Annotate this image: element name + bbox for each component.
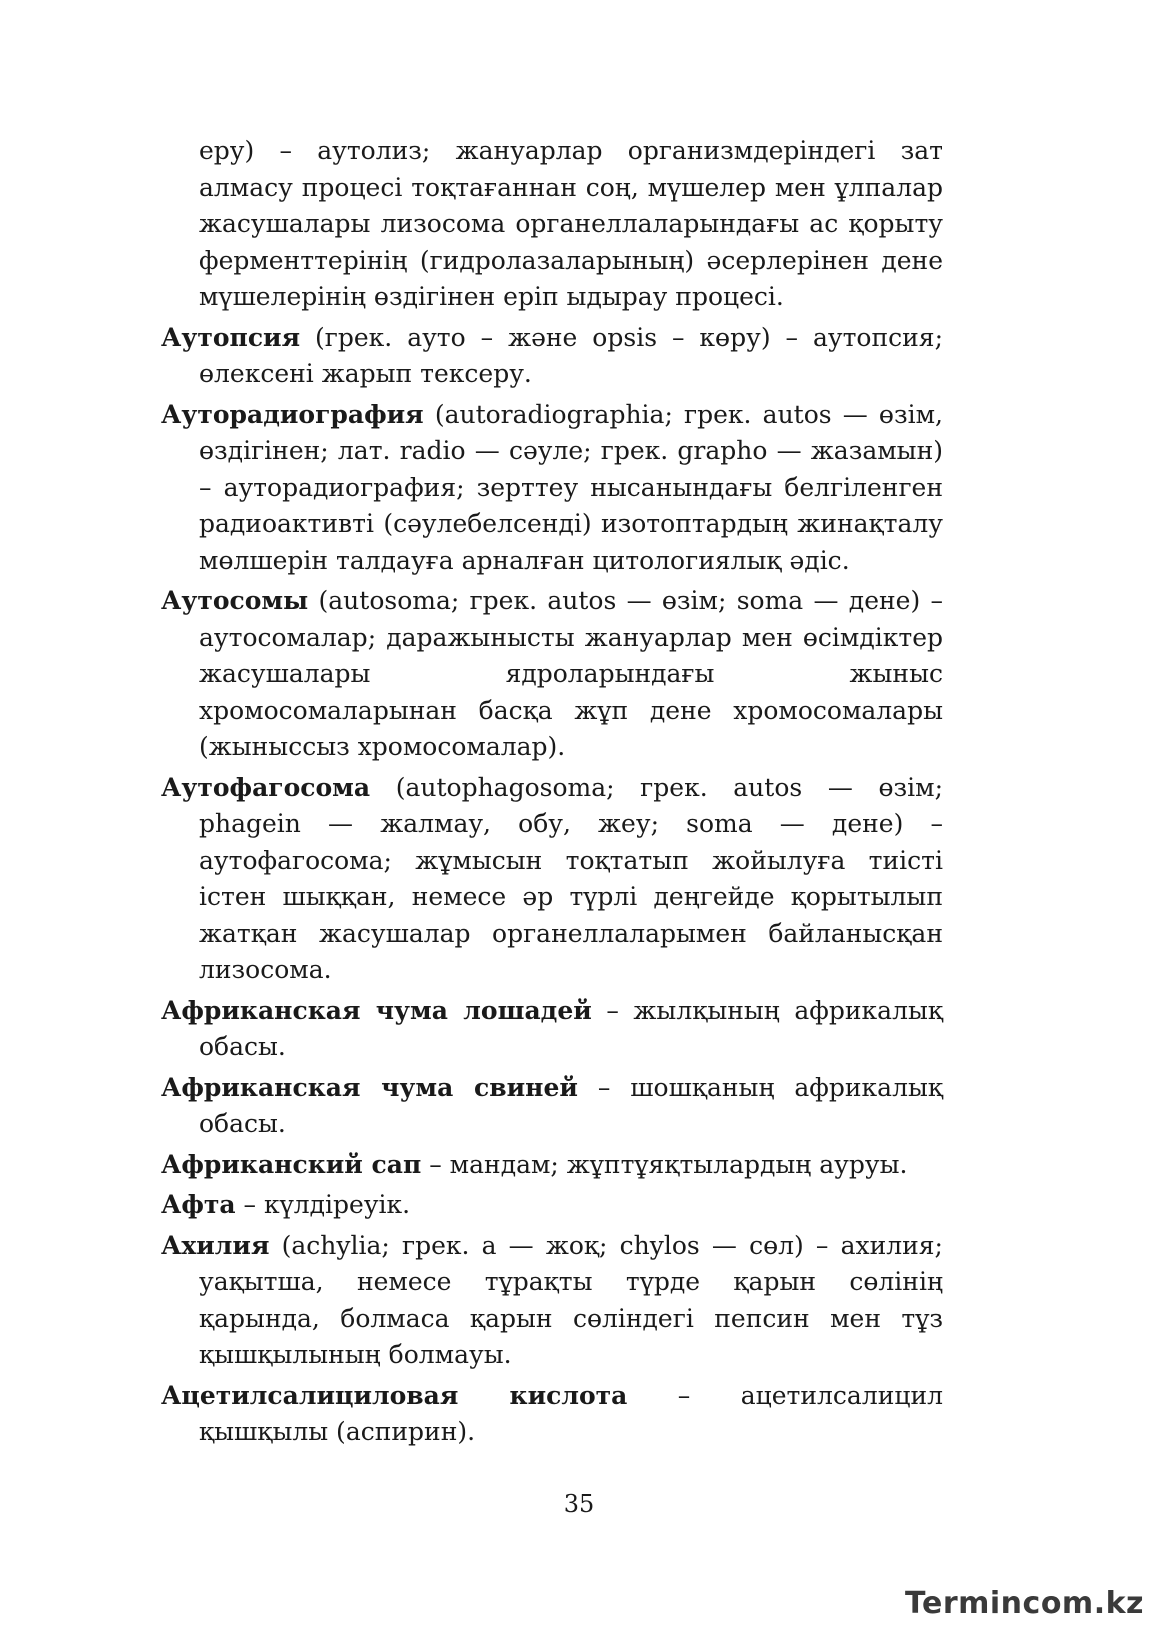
entry-term: Африканская чума свиней <box>161 1072 578 1102</box>
dictionary-entry <box>161 1378 943 1451</box>
entry-text: – жылқының африкалық обасы. <box>199 995 943 1061</box>
entry-term: Афта <box>161 1190 236 1219</box>
entry-text: – шошқаның африкалық обасы. <box>199 1072 943 1138</box>
entry-text: (autophagosoma; грек. autos — өзім; phagein — жалмау, обу, жеу; soma — дене) – аутофагосома; жұмысын тоқтатып жойылуға тиісті істен шыққан, немесе әр түрлі деңгейде қорытылып жатқан жасушалар органеллаларымен байланысқан лизосома. <box>199 772 943 984</box>
entry-term: Ауторадиография <box>161 399 424 429</box>
dictionary-entry <box>161 770 943 989</box>
dictionary-entry <box>161 1228 943 1374</box>
page-body <box>161 133 943 1455</box>
entry-text: (autosoma; грек. autos — өзім; soma — дене) – аутосомалар; даражынысты жануарлар мен өсімдіктер жасушалары ядроларындағы жыныс хромосомаларынан басқа жұп дене хромосомалары (жыныссыз хромосомалар). <box>199 586 943 761</box>
entry-text: (грек. ауто – және opsis – көру) – аутопсия; өлексені жарып тексеру. <box>199 322 943 388</box>
site-watermark: Termincom.kz <box>905 1586 1144 1621</box>
entry-text: – ацетилсалицил қышқылы (аспирин). <box>199 1380 943 1446</box>
dictionary-entry-continuation <box>161 133 943 316</box>
entry-term: Аутопсия <box>161 322 301 352</box>
dictionary-entry <box>161 993 943 1066</box>
dictionary-entry <box>161 320 943 393</box>
page-number: 35 <box>563 1490 595 1518</box>
entry-term: Ацетилсалициловая кислота <box>161 1380 628 1410</box>
dictionary-entry <box>161 1187 943 1224</box>
dictionary-entry <box>161 583 943 766</box>
entry-term: Ахилия <box>161 1230 270 1260</box>
dictionary-entry <box>161 1147 943 1184</box>
entry-text: еру) – аутолиз; жануарлар организмдеріндегі зат алмасу процесі тоқтағаннан соң, мүшелер мен ұлпалар жасушалары лизосома органеллаларындағы ас қорыту ферменттерінің (гидролазаларының) әсерлерінен дене мүшелерінің өздігінен еріп ыдырау процесі. <box>199 136 943 311</box>
entry-text: – мандам; жұптұяқтылардың ауруы. <box>421 1149 908 1179</box>
entry-text: (autoradiographia; грек. autos — өзім, өздігінен; лат. radio — сәуле; грек. grapho — жазамын) – ауторадиография; зерттеу нысанындағы белгіленген радиоактивті (сәулебелсенді) изотоптардың жинақталу мөлшерін талдауға арналған цитологиялық әдіс. <box>199 399 943 575</box>
dictionary-entry <box>161 1070 943 1143</box>
entry-term: Аутосомы <box>161 586 309 615</box>
entry-term: Аутофагосома <box>161 772 371 802</box>
entry-text: (achylia; грек. a — жоқ; chylos — сөл) – ахилия; уақытша, немесе тұрақты түрде қарын сөлінің қарында, болмаса қарын сөліндегі пепсин мен тұз қышқылының болмауы. <box>199 1230 943 1369</box>
entry-term: Африканская чума лошадей <box>161 995 592 1025</box>
entry-term: Африканский сап <box>161 1149 422 1179</box>
dictionary-entry <box>161 397 943 580</box>
entry-text: – күлдіреуік. <box>235 1190 411 1219</box>
